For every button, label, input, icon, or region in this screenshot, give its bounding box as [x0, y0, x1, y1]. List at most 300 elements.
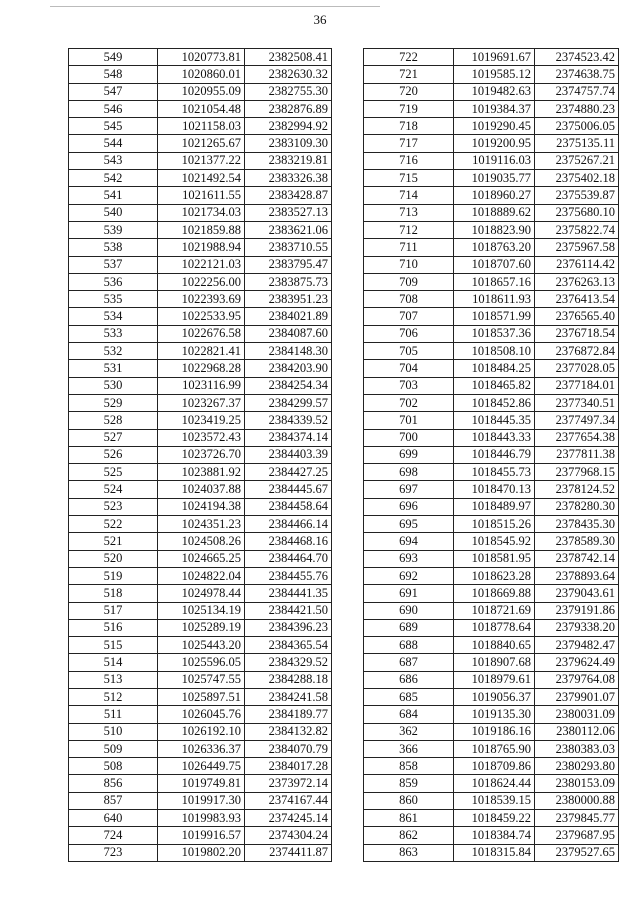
table-row [69, 118, 332, 135]
point-number-cell: 515 [69, 637, 158, 654]
y-coordinate-cell: 2379901.07 [535, 688, 619, 705]
x-coordinate-cell: 1018979.61 [454, 671, 535, 688]
x-coordinate-cell: 1021054.48 [158, 100, 245, 117]
y-coordinate-cell: 2383527.13 [245, 204, 332, 221]
x-coordinate-cell: 1019802.20 [158, 844, 245, 861]
table-row [364, 844, 619, 861]
x-coordinate-cell: 1022533.95 [158, 308, 245, 325]
x-coordinate-cell: 1025443.20 [158, 637, 245, 654]
point-number-cell: 520 [69, 550, 158, 567]
y-coordinate-cell: 2384464.70 [245, 550, 332, 567]
y-coordinate-cell: 2384203.90 [245, 360, 332, 377]
y-coordinate-cell: 2384365.54 [245, 637, 332, 654]
x-coordinate-cell: 1018455.73 [454, 464, 535, 481]
x-coordinate-cell: 1021611.55 [158, 187, 245, 204]
table-row [69, 100, 332, 117]
table-row [364, 100, 619, 117]
point-number-cell: 544 [69, 135, 158, 152]
x-coordinate-cell: 1026045.76 [158, 706, 245, 723]
y-coordinate-cell: 2380153.09 [535, 775, 619, 792]
point-number-cell: 547 [69, 83, 158, 100]
point-number-cell: 709 [364, 273, 454, 290]
x-coordinate-cell: 1024665.25 [158, 550, 245, 567]
table-row [364, 394, 619, 411]
point-number-cell: 523 [69, 498, 158, 515]
x-coordinate-cell: 1025897.51 [158, 688, 245, 705]
point-number-cell: 536 [69, 273, 158, 290]
x-coordinate-cell: 1021859.88 [158, 221, 245, 238]
table-row [364, 481, 619, 498]
point-number-cell: 534 [69, 308, 158, 325]
x-coordinate-cell: 1018840.65 [454, 637, 535, 654]
point-number-cell: 511 [69, 706, 158, 723]
point-number-cell: 723 [69, 844, 158, 861]
point-number-cell: 540 [69, 204, 158, 221]
table-row [69, 412, 332, 429]
x-coordinate-cell: 1018315.84 [454, 844, 535, 861]
x-coordinate-cell: 1018489.97 [454, 498, 535, 515]
y-coordinate-cell: 2375402.18 [535, 170, 619, 187]
point-number-cell: 712 [364, 221, 454, 238]
point-number-cell: 706 [364, 325, 454, 342]
point-number-cell: 716 [364, 152, 454, 169]
point-number-cell: 686 [364, 671, 454, 688]
y-coordinate-cell: 2373972.14 [245, 775, 332, 792]
point-number-cell: 519 [69, 567, 158, 584]
point-number-cell: 541 [69, 187, 158, 204]
x-coordinate-cell: 1018669.88 [454, 585, 535, 602]
table-row [69, 810, 332, 827]
point-number-cell: 719 [364, 100, 454, 117]
y-coordinate-cell: 2384132.82 [245, 723, 332, 740]
table-row [69, 740, 332, 757]
table-row [364, 464, 619, 481]
x-coordinate-cell: 1018443.33 [454, 429, 535, 446]
point-number-cell: 862 [364, 827, 454, 844]
table-row [69, 827, 332, 844]
coordinate-table-left [68, 48, 332, 862]
x-coordinate-cell: 1020860.01 [158, 66, 245, 83]
table-row [364, 688, 619, 705]
table-row [69, 533, 332, 550]
y-coordinate-cell: 2384374.14 [245, 429, 332, 446]
y-coordinate-cell: 2377968.15 [535, 464, 619, 481]
x-coordinate-cell: 1019983.93 [158, 810, 245, 827]
x-coordinate-cell: 1019116.03 [454, 152, 535, 169]
y-coordinate-cell: 2383428.87 [245, 187, 332, 204]
table-row [69, 273, 332, 290]
x-coordinate-cell: 1022676.58 [158, 325, 245, 342]
point-number-cell: 700 [364, 429, 454, 446]
x-coordinate-cell: 1024351.23 [158, 516, 245, 533]
y-coordinate-cell: 2380000.88 [535, 792, 619, 809]
point-number-cell: 721 [364, 66, 454, 83]
point-number-cell: 705 [364, 343, 454, 360]
table-row [69, 758, 332, 775]
table-row [364, 377, 619, 394]
table-row [69, 343, 332, 360]
x-coordinate-cell: 1024822.04 [158, 567, 245, 584]
point-number-cell: 549 [69, 49, 158, 66]
table-row [69, 498, 332, 515]
x-coordinate-cell: 1020773.81 [158, 49, 245, 66]
point-number-cell: 857 [69, 792, 158, 809]
x-coordinate-cell: 1018459.22 [454, 810, 535, 827]
x-coordinate-cell: 1018515.26 [454, 516, 535, 533]
x-coordinate-cell: 1024508.26 [158, 533, 245, 550]
point-number-cell: 695 [364, 516, 454, 533]
x-coordinate-cell: 1023572.43 [158, 429, 245, 446]
point-number-cell: 533 [69, 325, 158, 342]
y-coordinate-cell: 2383621.06 [245, 221, 332, 238]
table-row [69, 325, 332, 342]
table-row [69, 204, 332, 221]
table-row [69, 723, 332, 740]
point-number-cell: 715 [364, 170, 454, 187]
x-coordinate-cell: 1022821.41 [158, 343, 245, 360]
point-number-cell: 366 [364, 740, 454, 757]
y-coordinate-cell: 2382755.30 [245, 83, 332, 100]
point-number-cell: 688 [364, 637, 454, 654]
y-coordinate-cell: 2380383.03 [535, 740, 619, 757]
y-coordinate-cell: 2384241.58 [245, 688, 332, 705]
x-coordinate-cell: 1018889.62 [454, 204, 535, 221]
y-coordinate-cell: 2382876.89 [245, 100, 332, 117]
point-number-cell: 509 [69, 740, 158, 757]
y-coordinate-cell: 2374638.75 [535, 66, 619, 83]
y-coordinate-cell: 2384339.52 [245, 412, 332, 429]
y-coordinate-cell: 2376872.84 [535, 343, 619, 360]
table-row [69, 377, 332, 394]
x-coordinate-cell: 1022121.03 [158, 256, 245, 273]
x-coordinate-cell: 1019290.45 [454, 118, 535, 135]
table-row [69, 637, 332, 654]
point-number-cell: 527 [69, 429, 158, 446]
y-coordinate-cell: 2383875.73 [245, 273, 332, 290]
y-coordinate-cell: 2384148.30 [245, 343, 332, 360]
y-coordinate-cell: 2384421.50 [245, 602, 332, 619]
table-row [364, 498, 619, 515]
page-number: 36 [313, 12, 327, 27]
point-number-cell: 517 [69, 602, 158, 619]
top-rule [50, 6, 380, 7]
point-number-cell: 531 [69, 360, 158, 377]
table-row [364, 567, 619, 584]
x-coordinate-cell: 1025596.05 [158, 654, 245, 671]
y-coordinate-cell: 2384396.23 [245, 619, 332, 636]
point-number-cell: 724 [69, 827, 158, 844]
table-row [69, 516, 332, 533]
y-coordinate-cell: 2377497.34 [535, 412, 619, 429]
x-coordinate-cell: 1019691.67 [454, 49, 535, 66]
point-number-cell: 697 [364, 481, 454, 498]
y-coordinate-cell: 2384458.64 [245, 498, 332, 515]
x-coordinate-cell: 1023726.70 [158, 446, 245, 463]
x-coordinate-cell: 1024037.88 [158, 481, 245, 498]
table-row [69, 308, 332, 325]
table-row [364, 533, 619, 550]
y-coordinate-cell: 2377340.51 [535, 394, 619, 411]
table-row [364, 412, 619, 429]
point-number-cell: 863 [364, 844, 454, 861]
table-row [69, 49, 332, 66]
y-coordinate-cell: 2375006.05 [535, 118, 619, 135]
x-coordinate-cell: 1018571.99 [454, 308, 535, 325]
y-coordinate-cell: 2379191.86 [535, 602, 619, 619]
x-coordinate-cell: 1019186.16 [454, 723, 535, 740]
coordinate-table-right [363, 48, 619, 862]
x-coordinate-cell: 1021265.67 [158, 135, 245, 152]
point-number-cell: 548 [69, 66, 158, 83]
y-coordinate-cell: 2376263.13 [535, 273, 619, 290]
point-number-cell: 513 [69, 671, 158, 688]
y-coordinate-cell: 2384021.89 [245, 308, 332, 325]
table-row [69, 187, 332, 204]
table-row [364, 775, 619, 792]
table-row [364, 550, 619, 567]
x-coordinate-cell: 1018960.27 [454, 187, 535, 204]
x-coordinate-cell: 1021158.03 [158, 118, 245, 135]
table-row [364, 740, 619, 757]
point-number-cell: 691 [364, 585, 454, 602]
table-row [364, 273, 619, 290]
x-coordinate-cell: 1024978.44 [158, 585, 245, 602]
point-number-cell: 722 [364, 49, 454, 66]
y-coordinate-cell: 2379624.49 [535, 654, 619, 671]
x-coordinate-cell: 1018907.68 [454, 654, 535, 671]
point-number-cell: 518 [69, 585, 158, 602]
point-number-cell: 545 [69, 118, 158, 135]
table-row [364, 619, 619, 636]
point-number-cell: 538 [69, 239, 158, 256]
x-coordinate-cell: 1018778.64 [454, 619, 535, 636]
x-coordinate-cell: 1019200.95 [454, 135, 535, 152]
y-coordinate-cell: 2384017.28 [245, 758, 332, 775]
table-row [364, 827, 619, 844]
table-row [69, 291, 332, 308]
point-number-cell: 362 [364, 723, 454, 740]
x-coordinate-cell: 1018721.69 [454, 602, 535, 619]
x-coordinate-cell: 1018709.86 [454, 758, 535, 775]
x-coordinate-cell: 1023267.37 [158, 394, 245, 411]
table-row [364, 152, 619, 169]
point-number-cell: 694 [364, 533, 454, 550]
y-coordinate-cell: 2379043.61 [535, 585, 619, 602]
y-coordinate-cell: 2379687.95 [535, 827, 619, 844]
table-row [364, 446, 619, 463]
table-row [364, 221, 619, 238]
point-number-cell: 696 [364, 498, 454, 515]
table-row [364, 170, 619, 187]
table-row [69, 256, 332, 273]
table-row [69, 706, 332, 723]
point-number-cell: 535 [69, 291, 158, 308]
x-coordinate-cell: 1018384.74 [454, 827, 535, 844]
table-row [364, 429, 619, 446]
y-coordinate-cell: 2378742.14 [535, 550, 619, 567]
table-row [364, 204, 619, 221]
point-number-cell: 717 [364, 135, 454, 152]
y-coordinate-cell: 2377184.01 [535, 377, 619, 394]
x-coordinate-cell: 1019916.57 [158, 827, 245, 844]
table-row [69, 135, 332, 152]
y-coordinate-cell: 2374167.44 [245, 792, 332, 809]
x-coordinate-cell: 1025747.55 [158, 671, 245, 688]
y-coordinate-cell: 2384441.35 [245, 585, 332, 602]
x-coordinate-cell: 1018623.28 [454, 567, 535, 584]
y-coordinate-cell: 2384299.57 [245, 394, 332, 411]
y-coordinate-cell: 2376114.42 [535, 256, 619, 273]
x-coordinate-cell: 1018624.44 [454, 775, 535, 792]
point-number-cell: 711 [364, 239, 454, 256]
y-coordinate-cell: 2379482.47 [535, 637, 619, 654]
point-number-cell: 859 [364, 775, 454, 792]
y-coordinate-cell: 2383109.30 [245, 135, 332, 152]
point-number-cell: 530 [69, 377, 158, 394]
table-row [364, 49, 619, 66]
y-coordinate-cell: 2384427.25 [245, 464, 332, 481]
point-number-cell: 516 [69, 619, 158, 636]
point-number-cell: 856 [69, 775, 158, 792]
y-coordinate-cell: 2382508.41 [245, 49, 332, 66]
point-number-cell: 858 [364, 758, 454, 775]
table-row [364, 706, 619, 723]
point-number-cell: 690 [364, 602, 454, 619]
x-coordinate-cell: 1018657.16 [454, 273, 535, 290]
y-coordinate-cell: 2384468.16 [245, 533, 332, 550]
y-coordinate-cell: 2375822.74 [535, 221, 619, 238]
x-coordinate-cell: 1018465.82 [454, 377, 535, 394]
table-row [364, 239, 619, 256]
point-number-cell: 685 [364, 688, 454, 705]
table-row [364, 602, 619, 619]
y-coordinate-cell: 2383710.55 [245, 239, 332, 256]
y-coordinate-cell: 2384254.34 [245, 377, 332, 394]
point-number-cell: 707 [364, 308, 454, 325]
y-coordinate-cell: 2384403.39 [245, 446, 332, 463]
y-coordinate-cell: 2374411.87 [245, 844, 332, 861]
y-coordinate-cell: 2378124.52 [535, 481, 619, 498]
point-number-cell: 521 [69, 533, 158, 550]
point-number-cell: 860 [364, 792, 454, 809]
x-coordinate-cell: 1025289.19 [158, 619, 245, 636]
table-row [364, 256, 619, 273]
point-number-cell: 693 [364, 550, 454, 567]
table-row [364, 66, 619, 83]
table-row [69, 66, 332, 83]
point-number-cell: 522 [69, 516, 158, 533]
table-row [69, 688, 332, 705]
point-number-cell: 710 [364, 256, 454, 273]
y-coordinate-cell: 2379845.77 [535, 810, 619, 827]
table-row [364, 792, 619, 809]
point-number-cell: 689 [364, 619, 454, 636]
y-coordinate-cell: 2377028.05 [535, 360, 619, 377]
x-coordinate-cell: 1024194.38 [158, 498, 245, 515]
x-coordinate-cell: 1021492.54 [158, 170, 245, 187]
point-number-cell: 687 [364, 654, 454, 671]
table-row [69, 464, 332, 481]
y-coordinate-cell: 2383951.23 [245, 291, 332, 308]
table-row [69, 481, 332, 498]
x-coordinate-cell: 1019917.30 [158, 792, 245, 809]
x-coordinate-cell: 1026192.10 [158, 723, 245, 740]
x-coordinate-cell: 1019035.77 [454, 170, 535, 187]
point-number-cell: 703 [364, 377, 454, 394]
point-number-cell: 512 [69, 688, 158, 705]
table-row [364, 758, 619, 775]
x-coordinate-cell: 1019056.37 [454, 688, 535, 705]
table-row [69, 775, 332, 792]
x-coordinate-cell: 1025134.19 [158, 602, 245, 619]
table-row [364, 291, 619, 308]
table-row [364, 83, 619, 100]
y-coordinate-cell: 2375680.10 [535, 204, 619, 221]
point-number-cell: 510 [69, 723, 158, 740]
table-row [364, 325, 619, 342]
table-row [364, 654, 619, 671]
x-coordinate-cell: 1023881.92 [158, 464, 245, 481]
x-coordinate-cell: 1019585.12 [454, 66, 535, 83]
y-coordinate-cell: 2374304.24 [245, 827, 332, 844]
point-number-cell: 543 [69, 152, 158, 169]
y-coordinate-cell: 2377654.38 [535, 429, 619, 446]
x-coordinate-cell: 1018484.25 [454, 360, 535, 377]
y-coordinate-cell: 2380031.09 [535, 706, 619, 723]
y-coordinate-cell: 2378893.64 [535, 567, 619, 584]
y-coordinate-cell: 2383219.81 [245, 152, 332, 169]
y-coordinate-cell: 2374880.23 [535, 100, 619, 117]
table-row [69, 83, 332, 100]
x-coordinate-cell: 1023116.99 [158, 377, 245, 394]
table-row [69, 792, 332, 809]
table-row [364, 187, 619, 204]
point-number-cell: 539 [69, 221, 158, 238]
table-row [69, 152, 332, 169]
point-number-cell: 532 [69, 343, 158, 360]
table-row [69, 844, 332, 861]
x-coordinate-cell: 1019384.37 [454, 100, 535, 117]
y-coordinate-cell: 2374757.74 [535, 83, 619, 100]
point-number-cell: 528 [69, 412, 158, 429]
y-coordinate-cell: 2378435.30 [535, 516, 619, 533]
x-coordinate-cell: 1018581.95 [454, 550, 535, 567]
y-coordinate-cell: 2382630.32 [245, 66, 332, 83]
table-row [364, 810, 619, 827]
x-coordinate-cell: 1018452.86 [454, 394, 535, 411]
x-coordinate-cell: 1018508.10 [454, 343, 535, 360]
table-row [69, 170, 332, 187]
table-row [69, 671, 332, 688]
y-coordinate-cell: 2383795.47 [245, 256, 332, 273]
point-number-cell: 508 [69, 758, 158, 775]
point-number-cell: 861 [364, 810, 454, 827]
y-coordinate-cell: 2379527.65 [535, 844, 619, 861]
point-number-cell: 529 [69, 394, 158, 411]
x-coordinate-cell: 1019135.30 [454, 706, 535, 723]
x-coordinate-cell: 1018445.35 [454, 412, 535, 429]
y-coordinate-cell: 2379764.08 [535, 671, 619, 688]
table-row [364, 637, 619, 654]
y-coordinate-cell: 2375267.21 [535, 152, 619, 169]
x-coordinate-cell: 1021988.94 [158, 239, 245, 256]
x-coordinate-cell: 1018470.13 [454, 481, 535, 498]
y-coordinate-cell: 2376413.54 [535, 291, 619, 308]
table-row [364, 118, 619, 135]
point-number-cell: 640 [69, 810, 158, 827]
y-coordinate-cell: 2374245.14 [245, 810, 332, 827]
point-number-cell: 698 [364, 464, 454, 481]
